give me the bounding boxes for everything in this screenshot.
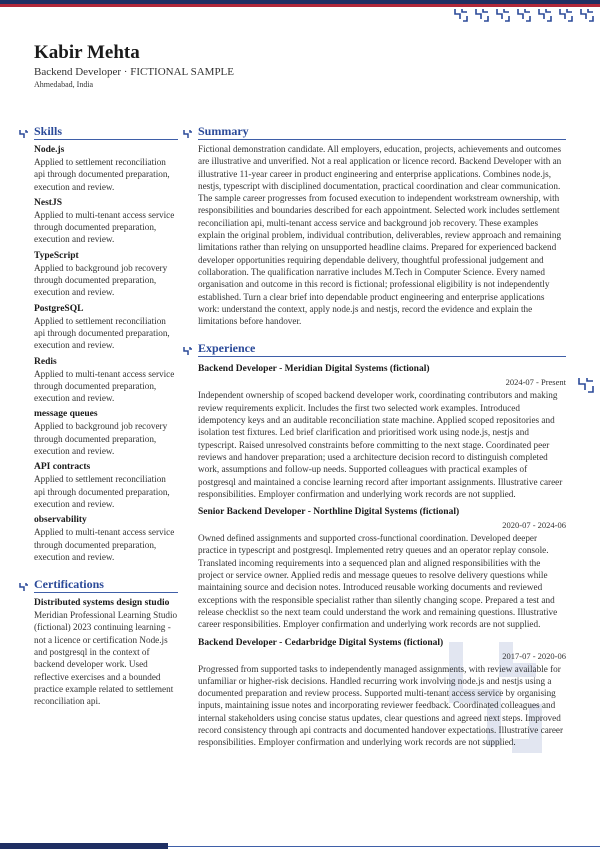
- experience-title: Experience: [198, 341, 256, 356]
- step-motif-icon: [475, 8, 489, 22]
- skill-name: message queues: [34, 409, 98, 420]
- skill-description: Applied to settlement reconciliation api through documented preparation, execution and review.: [34, 474, 170, 509]
- skill-item: [34, 356, 178, 405]
- candidate-location: Ahmedabad, India: [34, 80, 94, 89]
- step-motif-icon: [454, 8, 468, 22]
- skill-description: Applied to multi-tenant access service through documented preparation, execution and review.: [34, 527, 175, 562]
- left-column: [34, 124, 178, 708]
- skill-name: Node.js: [34, 145, 65, 155]
- skill-item: [34, 514, 178, 563]
- skill-description: Applied to background job recovery through documented preparation, execution and review.: [34, 262, 168, 298]
- side-motif-icon: [578, 377, 594, 393]
- section-marker-icon: [19, 126, 29, 136]
- job-dates: 2020-07 - 2024-06: [502, 520, 566, 531]
- skills-title: Skills: [34, 124, 63, 138]
- resume-header: [34, 42, 234, 90]
- job-dates: 2024-07 - Present: [505, 377, 566, 388]
- summary-heading: [198, 124, 566, 140]
- skill-item: [34, 250, 178, 299]
- skill-name: NestJS: [34, 197, 62, 208]
- section-marker-icon: [19, 579, 29, 589]
- skill-name: API contracts: [34, 462, 91, 473]
- job-description: Independent ownership of scoped backend developer work, coordinating contributors and making review requirements explicit. Includes the first two selected work examples. Introduced idempotency keys and an auditable reconciliation state machine. Applied scoped repositories and isolation test fixtures. Led brief clarification and prioritised work using node.js, nestjs and typescript. Raised unresolved constraints before committing to the next stage. Coordinated peer reviews and handover preparation; used a architecture decision record to distinguish completed work, assumptions and follow-up needs. Supported colleagues with practical examples of postgresql and maintained a concise learning record after important assignments. Illustrative career responsibilities. Employer confirmation and underlying work records are not supplied.: [198, 390, 563, 499]
- step-motif-icon: [559, 8, 573, 22]
- experience-heading: [198, 341, 566, 357]
- skill-name: TypeScript: [34, 250, 79, 261]
- skill-description: Applied to multi-tenant access service through documented preparation, execution and review.: [34, 209, 175, 245]
- skill-description: Applied to background job recovery through documented preparation, execution and review.: [34, 421, 168, 457]
- footer-bar: [0, 843, 168, 849]
- right-column: [198, 124, 566, 749]
- section-marker-icon: [183, 126, 193, 136]
- skill-name: PostgreSQL: [34, 303, 84, 314]
- skill-description: Applied to settlement reconciliation api through documented preparation, execution and review.: [34, 315, 170, 351]
- job-title: Senior Backend Developer - Northline Digital Systems (fictional): [198, 507, 460, 518]
- step-motif-icon: [517, 8, 531, 22]
- skill-item: [34, 461, 178, 510]
- step-motif-icon: [538, 8, 552, 22]
- skill-item: [34, 144, 178, 193]
- job-entry: [198, 506, 566, 630]
- skills-heading: [34, 124, 178, 140]
- job-description: Progressed from supported tasks to independently managed assignments, with review available for unfamiliar or higher-risk decisions. Handled recurring work involving node.js and nestjs using a documented preparation and review process. Supported multi-tenant access service by organising inputs, maintaining issue notes and incorporating reviewer feedback. Coordinated colleagues and internal stakeholders using concise status updates, clear questions and agreed next steps. Improved record consistency through api contracts and documented handover expectations. Illustrative career responsibilities. Employer confirmation and underlying work records are not supplied.: [198, 663, 564, 748]
- skill-item: [34, 303, 178, 352]
- skill-item: [34, 197, 178, 246]
- certifications-title: Certifications: [34, 577, 104, 592]
- job-dates: 2017-07 - 2020-06: [502, 650, 566, 661]
- footer-rule: [168, 846, 600, 847]
- candidate-title: Backend Developer · FICTIONAL SAMPLE: [34, 66, 234, 78]
- section-marker-icon: [183, 343, 193, 353]
- certification-name: Distributed systems design studio: [34, 598, 170, 609]
- job-entry: [198, 363, 566, 500]
- job-title: Backend Developer - Meridian Digital Systems (fictional): [198, 364, 430, 375]
- step-motif-icon: [496, 8, 510, 22]
- header-motif-row: [454, 8, 594, 22]
- step-motif-icon: [580, 8, 594, 22]
- skill-description: Applied to settlement reconciliation api through documented preparation, execution and review.: [34, 157, 170, 192]
- job-entry: [198, 637, 566, 749]
- certifications-heading: [34, 577, 178, 593]
- top-accent-stripe: [0, 4, 600, 7]
- job-title: Backend Developer - Cedarbridge Digital Systems (fictional): [198, 637, 444, 648]
- skill-name: observability: [34, 515, 87, 526]
- job-description: Owned defined assignments and supported cross-functional coordination. Developed deeper practice in typescript and postgresql. Implemented retry queues and an operator replay console. Translated incoming requirements into a sequenced plan and aligned responsibilities with the project or service owner. Applied redis and message queues to resolve delivery questions while maintaining source and decision notes. Introduced reusable working documents and reviewed exceptions with the responsible specialist rather than silently changing scope. Prepared a test and release checklist so the next team could understand the work and remaining questions. Illustrative career responsibilities. Employer confirmation and underlying work records are not supplied.: [198, 533, 558, 630]
- certification-description: Meridian Professional Learning Studio (fictional) 2023 continuing learning - not a licence or certification Node.js and postgresql in the context of backend developer work. Used reflective exercises and a bounded practice example related to settlement reconciliation api.: [34, 610, 178, 707]
- skill-item: [34, 408, 178, 457]
- summary-title: Summary: [198, 124, 249, 138]
- candidate-name: Kabir Mehta: [34, 42, 140, 63]
- skill-description: Applied to multi-tenant access service through documented preparation, execution and review.: [34, 368, 175, 404]
- skill-name: Redis: [34, 356, 57, 367]
- summary-text: Fictional demonstration candidate. All employers, education, projects, achievements and outcomes are illustrative and unverified. Not a real application or licence record. Backend Developer with an illustrative 11-year career in product engineering and enterprise applications. Combines node.js, nestjs, typescript with disciplined documentation, practical coordination and clear communication. The sample career progresses from focused execution to independent workstream ownership, with responsibilities and boundaries described for each appointment. Selected work includes settlement reconciliation api, multi-tenant access service and background job recovery. These examples explain the original problem, individual contribution, deliverables, review approach and remaining limitations rather than relying on unsupported headline claims. Prepared for experienced backend developer opportunities requiring dependable delivery, thoughtful professional judgement and collaboration. The qualification narrative includes M.Tech in Computer Science. Every named organisation and outcome in this record is fictional; professional eligibility is not independently established. Turn a clear brief into dependable product engineering and enterprise applications work: understand the context, apply node.js and nestjs, record the evidence and explain the limitations before handover.: [198, 144, 562, 327]
